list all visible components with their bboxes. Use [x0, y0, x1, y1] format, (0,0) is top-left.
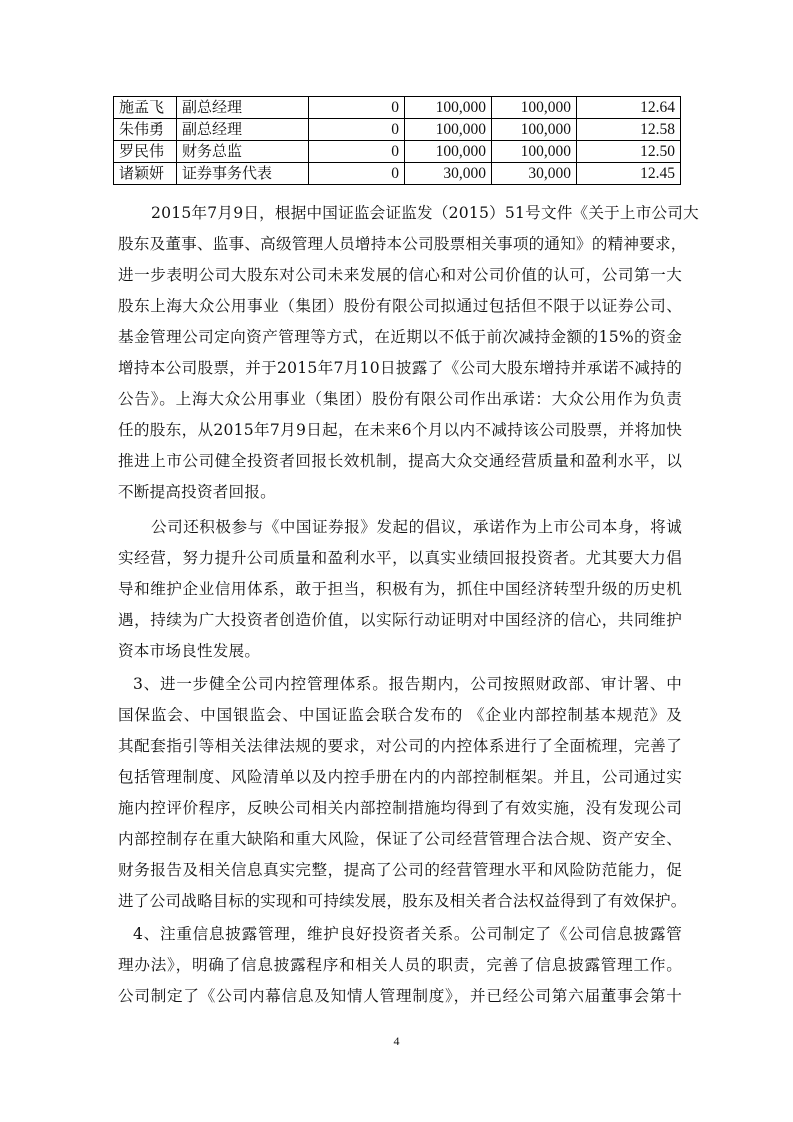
value-cell: 100,000: [405, 97, 492, 119]
value-cell: 100,000: [405, 119, 492, 141]
value-cell: 30,000: [405, 163, 492, 185]
text-line: 财务报告及相关信息真实完整，提高了公司的经营管理水平和风险防范能力，促: [118, 861, 682, 879]
table-row: [114, 119, 681, 141]
price-cell: 12.58: [577, 119, 681, 141]
price-cell: 12.45: [577, 163, 681, 185]
text-line: 公告》。上海大众公用事业（集团）股份有限公司作出承诺：大众公用作为负责: [118, 390, 682, 408]
text-line: 国保监会、中国银监会、中国证监会联合发布的 《企业内部控制基本规范》及: [118, 706, 682, 724]
text-line: 3、进一步健全公司内控管理体系。报告期内，公司按照财政部、审计署、中: [133, 675, 682, 693]
text-line: 基金管理公司定向资产管理等方式，在近期以不低于前次减持金额的15%的资金: [118, 328, 682, 346]
text-line: 增持本公司股票，并于2015年7月10日披露了《公司大股东增持并承诺不减持的: [118, 359, 682, 377]
value-cell: 100,000: [492, 119, 577, 141]
text-line: 实经营，努力提升公司质量和盈利水平，以真实业绩回报投资者。尤其要大力倡: [118, 549, 682, 567]
text-line: 其配套指引等相关法律法规的要求，对公司的内控体系进行了全面梳理，完善了: [118, 737, 682, 755]
value-cell: 30,000: [492, 163, 577, 185]
title-cell: 副总经理: [177, 119, 309, 141]
text-line: 导和维护企业信用体系，敢于担当，积极有为，抓住中国经济转型升级的历史机: [118, 580, 682, 598]
value-cell: 0: [309, 163, 405, 185]
text-line: 公司制定了《公司内幕信息及知情人管理制度》，并已经公司第六届董事会第十: [118, 987, 682, 1005]
text-line: 不断提高投资者回报。: [118, 483, 276, 501]
name-cell: 朱伟勇: [114, 119, 177, 141]
text-line: 资本市场良性发展。: [118, 642, 261, 660]
title-cell: 证券事务代表: [177, 163, 309, 185]
value-cell: 0: [309, 141, 405, 163]
page-number: 4: [393, 1034, 400, 1048]
value-cell: 100,000: [492, 97, 577, 119]
table-row: [114, 97, 681, 119]
value-cell: 0: [309, 97, 405, 119]
text-line: 内部控制存在重大缺陷和重大风险，保证了公司经营管理合法合规、资产安全、: [118, 830, 682, 848]
text-line: 进一步表明公司大股东对公司未来发展的信心和对公司价值的认可，公司第一大: [118, 266, 682, 284]
value-cell: 100,000: [405, 141, 492, 163]
name-cell: 施孟飞: [114, 97, 177, 119]
text-line: 进了公司战略目标的实现和可持续发展，股东及相关者合法权益得到了有效保护。: [118, 892, 687, 910]
text-line: 包括管理制度、风险清单以及内控手册在内的内部控制框架。并且，公司通过实: [118, 768, 682, 786]
table-row: [114, 141, 681, 163]
text-line: 公司还积极参与《中国证券报》发起的倡议，承诺作为上市公司本身，将诚: [151, 518, 682, 536]
name-cell: 罗民伟: [114, 141, 177, 163]
table-row: [114, 163, 681, 185]
price-cell: 12.64: [577, 97, 681, 119]
title-cell: 副总经理: [177, 97, 309, 119]
text-line: 遇，持续为广大投资者创造价值，以实际行动证明对中国经济的信心，共同维护: [118, 611, 682, 629]
text-line: 股东上海大众公用事业（集团）股份有限公司拟通过包括但不限于以证券公司、: [118, 297, 682, 315]
text-line: 股东及董事、监事、高级管理人员增持本公司股票相关事项的通知》的精神要求，: [118, 235, 687, 253]
value-cell: 0: [309, 119, 405, 141]
text-line: 4、注重信息披露管理，维护良好投资者关系。公司制定了《公司信息披露管: [133, 925, 682, 943]
text-line: 推进上市公司健全投资者回报长效机制，提高大众交通经营质量和盈利水平，以: [118, 452, 682, 470]
text-line: 施内控评价程序，反映公司相关内部控制措施均得到了有效实施，没有发现公司: [118, 799, 682, 817]
shareholding-table: [113, 96, 681, 185]
text-line: 2015年7月9日，根据中国证监会证监发（2015）51号文件《关于上市公司大: [151, 204, 699, 222]
name-cell: 诸颖妍: [114, 163, 177, 185]
price-cell: 12.50: [577, 141, 681, 163]
text-line: 理办法》，明确了信息披露程序和相关人员的职责，完善了信息披露管理工作。: [118, 956, 682, 974]
title-cell: 财务总监: [177, 141, 309, 163]
value-cell: 100,000: [492, 141, 577, 163]
text-line: 任的股东，从2015年7月9日起，在未来6个月以内不减持该公司股票，并将加快: [118, 421, 682, 439]
